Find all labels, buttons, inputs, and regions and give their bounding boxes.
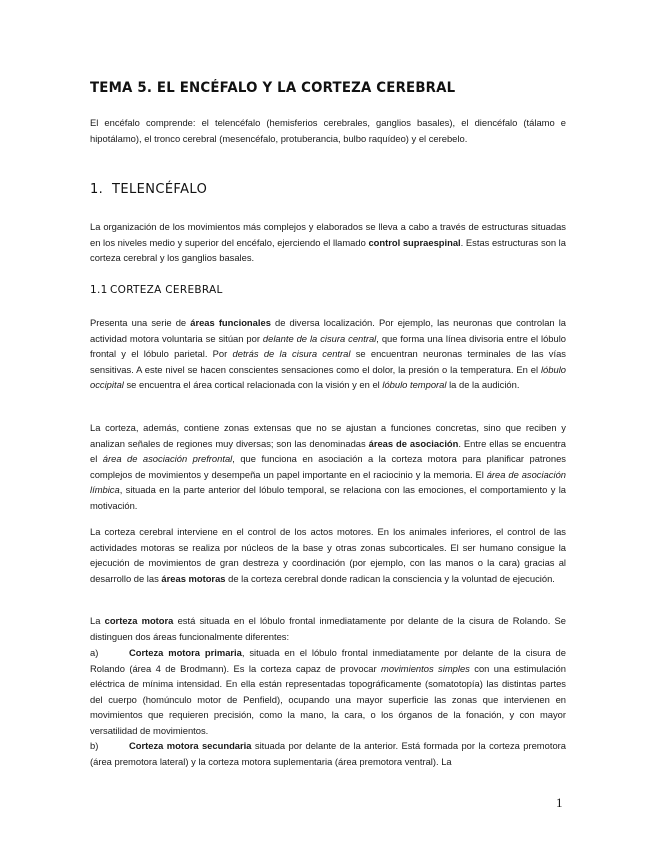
section-number: 1. xyxy=(90,182,104,197)
text-run: . Estas estructuras son la corteza cerebral y los ganglios basales. xyxy=(90,236,566,263)
list-item-a xyxy=(90,645,566,738)
text-run: se encuentran neuronas terminales de las vías sensitivas. A este nivel se hacen conscientes sensaciones como el dolor, la presión o la temperatura. En el xyxy=(90,348,566,375)
text-run: La corteza cerebral interviene en el control de los actos motores. En los animales inferiores, el control de las actividades motoras se realiza por núcleos de la base y otras zonas subcorticales. El ser humano consigue la ejecución de movimientos de gran destreza y coordinación (por ejemplo, con las manos o la cara) gracias al desarrollo de las xyxy=(90,526,566,584)
corteza-motora-paragraph xyxy=(90,613,566,644)
text-run: , que funciona en asociación a la corteza motora para planificar patrones complejos de movimientos y desempeña un papel importante en el raciocinio y la memoria. El xyxy=(90,453,566,480)
italic-term: área de asociación límbica xyxy=(90,468,566,495)
italic-term: lóbulo occipital xyxy=(90,363,566,390)
bold-term: Corteza motora primaria xyxy=(129,647,242,658)
telencefalo-paragraph xyxy=(90,219,566,266)
text-run: Presenta una serie de xyxy=(90,317,191,328)
areas-asociacion-paragraph xyxy=(90,420,566,513)
subsection-title: CORTEZA CEREBRAL xyxy=(110,284,223,296)
bold-term: áreas de asociación xyxy=(368,437,459,449)
text-run: la de la audición. xyxy=(446,379,520,390)
control-motor-paragraph xyxy=(90,524,566,586)
page-number: 1 xyxy=(556,795,563,810)
italic-term: lóbulo temporal xyxy=(382,379,447,390)
subsection-heading-corteza xyxy=(90,284,223,296)
italic-term: detrás de la cisura central xyxy=(232,348,351,359)
intro-paragraph: El encéfalo comprende: el telencéfalo (hemisferios cerebrales, ganglios basales), el diencéfalo (tálamo e hipotálamo), el tronco cerebral (mesencéfalo, protuberancia, bulbo raquídeo) y el cerebelo. xyxy=(90,117,566,144)
list-item-b xyxy=(90,738,566,769)
section-title: TELENCÉFALO xyxy=(112,182,208,197)
text-run: La corteza, además, contiene zonas extensas que no se ajustan a funciones concretas, sino que reciben y analizan señales de regiones muy diversas; son las denominadas xyxy=(90,422,566,449)
text-run: está situada en el lóbulo frontal inmediatamente por delante de la cisura de Rolando. Se distinguen dos áreas funcionalmente diferentes: xyxy=(90,615,566,642)
text-run: de diversa localización. Por ejemplo, las neuronas que controlan la actividad motora voluntaria se sitúan por xyxy=(90,317,567,344)
italic-term: delante de la cisura central xyxy=(262,332,377,344)
bold-term: control supraespinal xyxy=(368,236,461,248)
bold-term: áreas motoras xyxy=(161,572,226,584)
bold-term: Corteza motora secundaria xyxy=(129,740,252,751)
text-run: con una estimulación eléctrica de mínima intensidad. En ella están representadas topográficamente (somatotopía) las distintas partes del cuerpo (homúnculo motor de Penfield), ocupando una mayor superficie las zonas que intervienen en movimientos que requieren precisión, como la mano, la cara, o los órganos de la fonación, y con mayor versatilidad de movimientos. xyxy=(90,662,566,736)
text-run: La organización de los movimientos más complejos y elaborados se lleva a cabo a través de estructuras situadas en los niveles medio y superior del encéfalo, ejerciendo el llamado xyxy=(90,221,566,248)
text-run: , situada en el lóbulo frontal inmediatamente por delante de la cisura de Rolando (área 4 de Brodmann). Es la corteza capaz de provocar xyxy=(90,647,566,674)
bold-term: corteza motora xyxy=(104,615,174,626)
subsection-number: 1.1 xyxy=(90,284,108,296)
text-run: , que forma una línea divisoria entre el lóbulo frontal y el lóbulo parietal. Por xyxy=(90,332,567,359)
text-run: La xyxy=(90,615,105,626)
text-run: situada por delante de la anterior. Está formada por la corteza premotora (área premotora lateral) y la corteza motora suplementaria (área premotora ventral). La xyxy=(90,740,566,767)
italic-term: área de asociación prefrontal xyxy=(102,453,233,464)
areas-funcionales-paragraph xyxy=(90,315,566,393)
document-title: TEMA 5. EL ENCÉFALO Y LA CORTEZA CEREBRAL xyxy=(90,80,456,96)
section-heading-telencefalo xyxy=(90,182,207,197)
italic-term: movimientos simples xyxy=(381,662,470,674)
list-marker: a) xyxy=(90,647,99,658)
list-marker: b) xyxy=(90,740,99,751)
text-run: . Entre ellas se encuentra el xyxy=(90,437,566,464)
bold-term: áreas funcionales xyxy=(190,317,271,328)
text-run: se encuentra el área cortical relacionada con la visión y en el xyxy=(123,379,383,390)
text-run: , situada en la parte anterior del lóbulo temporal, se relaciona con las emociones, el comportamiento y la motivación. xyxy=(90,484,566,511)
text-run: de la corteza cerebral donde radican la consciencia y la voluntad de ejecución. xyxy=(225,572,555,584)
